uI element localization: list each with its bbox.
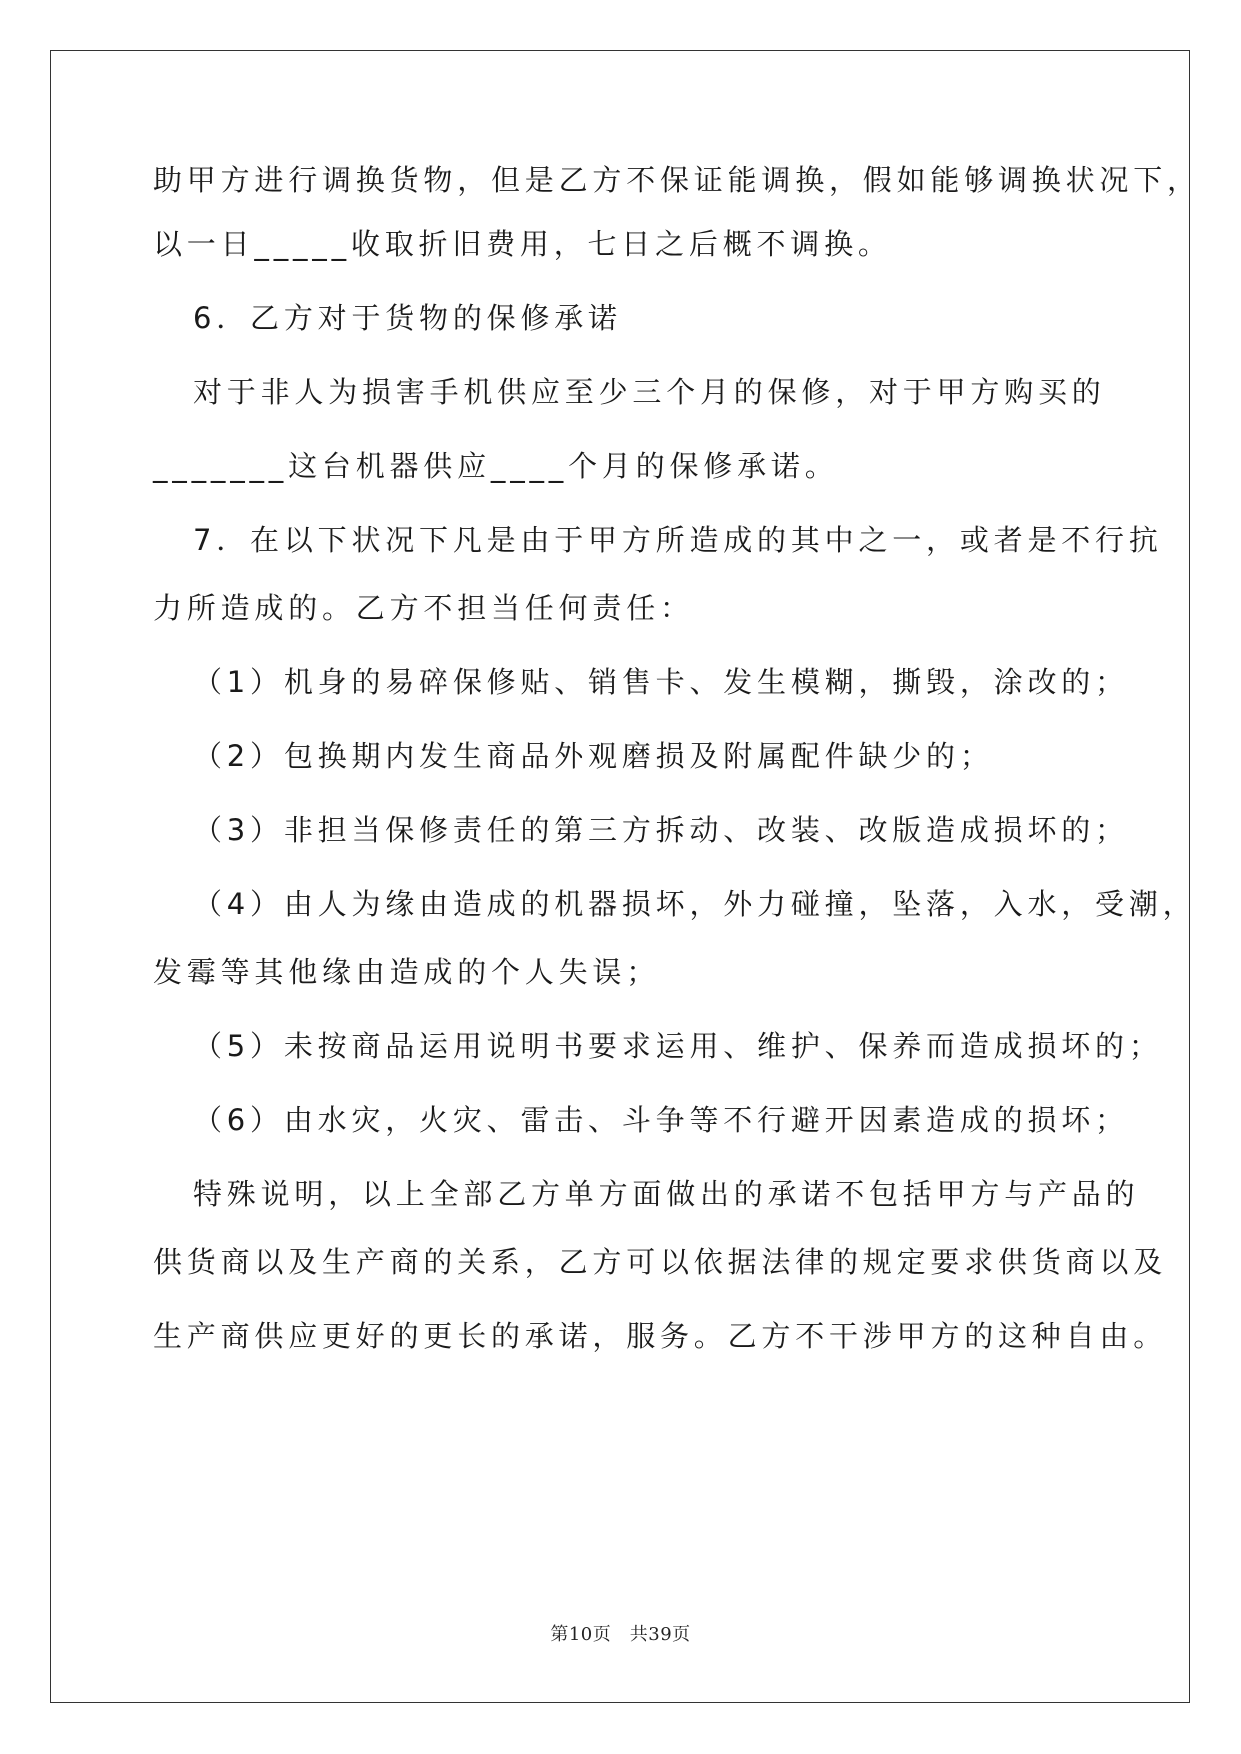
paragraph-line: 特殊说明，以上全部乙方单方面做出的承诺不包括甲方与产品的 <box>193 1177 1140 1211</box>
list-item: （4）由人为缘由造成的机器损坏，外力碰撞，坠落，入水，受潮， <box>193 887 1197 921</box>
list-item: （5）未按商品运用说明书要求运用、维护、保养而造成损坏的； <box>193 1029 1163 1063</box>
paragraph-line: 供货商以及生产商的关系，乙方可以依据法律的规定要求供货商以及 <box>153 1245 1168 1279</box>
list-item: （3）非担当保修责任的第三方拆动、改装、改版造成损坏的； <box>193 813 1129 847</box>
page-number: 第10页 共39页 <box>550 1624 691 1645</box>
list-item: （1）机身的易碎保修贴、销售卡、发生模糊，撕毁，涂改的； <box>193 665 1129 699</box>
section-heading: 7．在以下状况下凡是由于甲方所造成的其中之一，或者是不行抗 <box>193 523 1163 557</box>
section-heading: 6．乙方对于货物的保修承诺 <box>193 301 622 335</box>
paragraph-line: 生产商供应更好的更长的承诺，服务。乙方不干涉甲方的这种自由。 <box>153 1319 1168 1353</box>
paragraph-line: 发霉等其他缘由造成的个人失误； <box>153 955 661 989</box>
list-item: （2）包换期内发生商品外观磨损及附属配件缺少的； <box>193 739 994 773</box>
paragraph-line: 助甲方进行调换货物，但是乙方不保证能调换，假如能够调换状况下， <box>153 163 1201 197</box>
paragraph-line: 对于非人为损害手机供应至少三个月的保修，对于甲方购买的 <box>193 375 1106 409</box>
paragraph-line: 力所造成的。乙方不担当任何责任： <box>153 591 694 625</box>
paragraph-line: 以一日_____收取折旧费用，七日之后概不调换。 <box>153 227 892 261</box>
paragraph-line: _______这台机器供应____个月的保修承诺。 <box>153 449 839 483</box>
list-item: （6）由水灾，火灾、雷击、斗争等不行避开因素造成的损坏； <box>193 1103 1129 1137</box>
